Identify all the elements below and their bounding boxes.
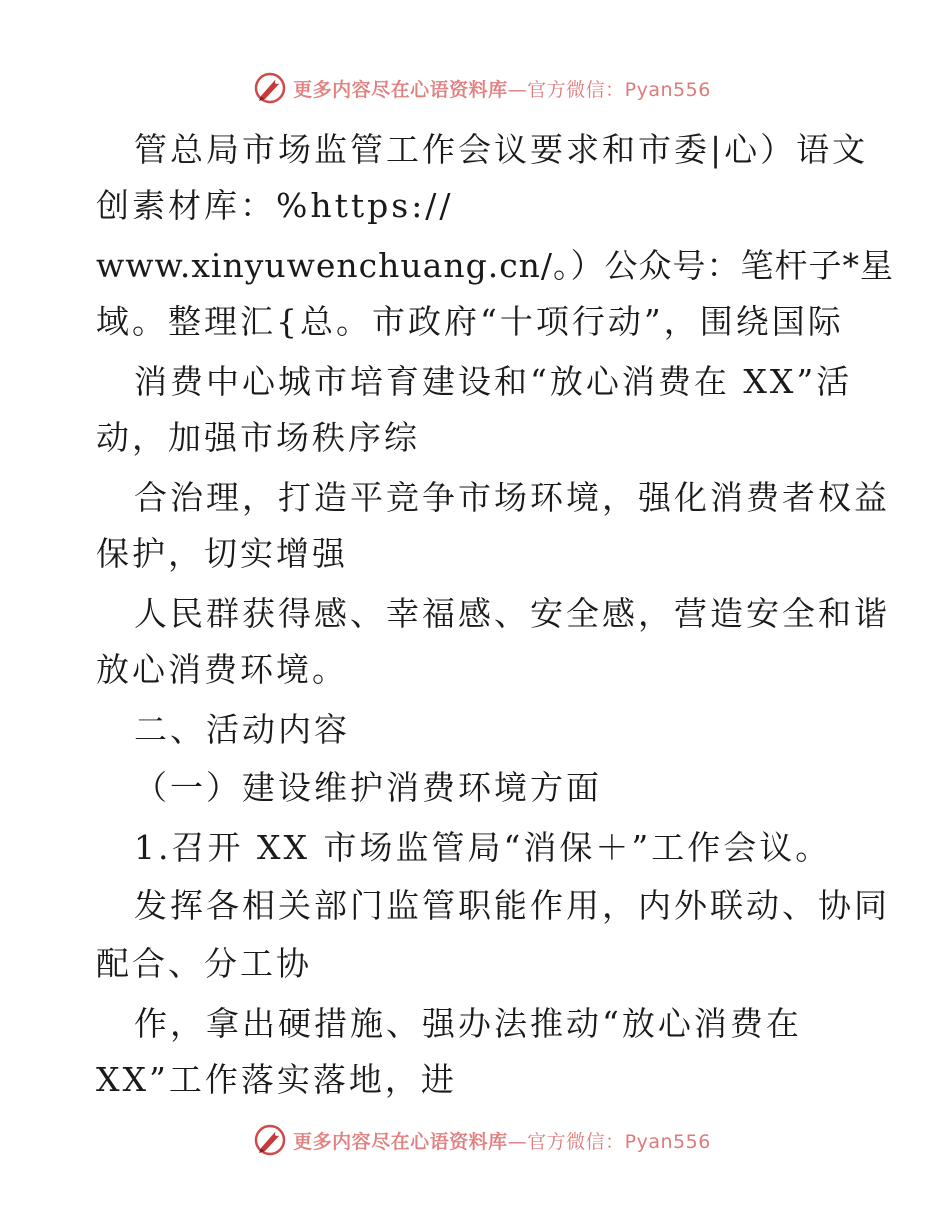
- text-line-10: 放心消费环境。: [96, 650, 348, 689]
- text-line-4: 域。整理汇{总。市政府“十项行动”，围绕国际: [96, 302, 844, 341]
- footer-banner: [0, 1120, 950, 1160]
- banner-label: 更多内容尽在心语资料库: [293, 1130, 508, 1153]
- text-line-15: 配合、分工协: [96, 944, 312, 983]
- text-line-9: 人民群获得感、幸福感、安全感，营造安全和谐: [134, 594, 890, 633]
- banner-suffix: —官方微信：Pyan556: [507, 78, 711, 101]
- section-heading: 二、活动内容: [134, 710, 350, 749]
- pen-logo-icon: [253, 1123, 287, 1157]
- banner-text: [293, 1127, 711, 1154]
- subsection-heading: （一）建设维护消费环境方面: [134, 768, 602, 807]
- item-heading: 1.召开 XX 市场监管局“消保＋”工作会议。: [134, 828, 832, 867]
- banner-text: [293, 75, 711, 102]
- header-banner: [0, 68, 950, 108]
- pen-logo-icon: [253, 71, 287, 105]
- text-line-14: 发挥各相关部门监管职能作用，内外联动、协同: [134, 886, 890, 925]
- banner-suffix: —官方微信：Pyan556: [507, 1130, 711, 1153]
- text-line-6: 动，加强市场秩序综: [96, 418, 420, 457]
- text-line-8: 保护，切实增强: [96, 534, 348, 573]
- text-line-3: www.xinyuwenchuang.cn/。）公众号：笔杆子*星: [96, 246, 895, 285]
- banner-label: 更多内容尽在心语资料库: [293, 78, 508, 101]
- text-line-16: 作，拿出硬措施、强办法推动“放心消费在: [134, 1004, 802, 1043]
- text-line-7: 合治理，打造平竞争市场环境，强化消费者权益: [134, 478, 890, 517]
- text-line-5: 消费中心城市培育建设和“放心消费在 XX”活: [134, 362, 853, 401]
- text-line-17: XX”工作落实落地，进: [96, 1060, 457, 1099]
- text-line-1: 管总局市场监管工作会议要求和市委|心）语文: [134, 130, 869, 169]
- text-line-2: 创素材库：%https://: [96, 186, 454, 225]
